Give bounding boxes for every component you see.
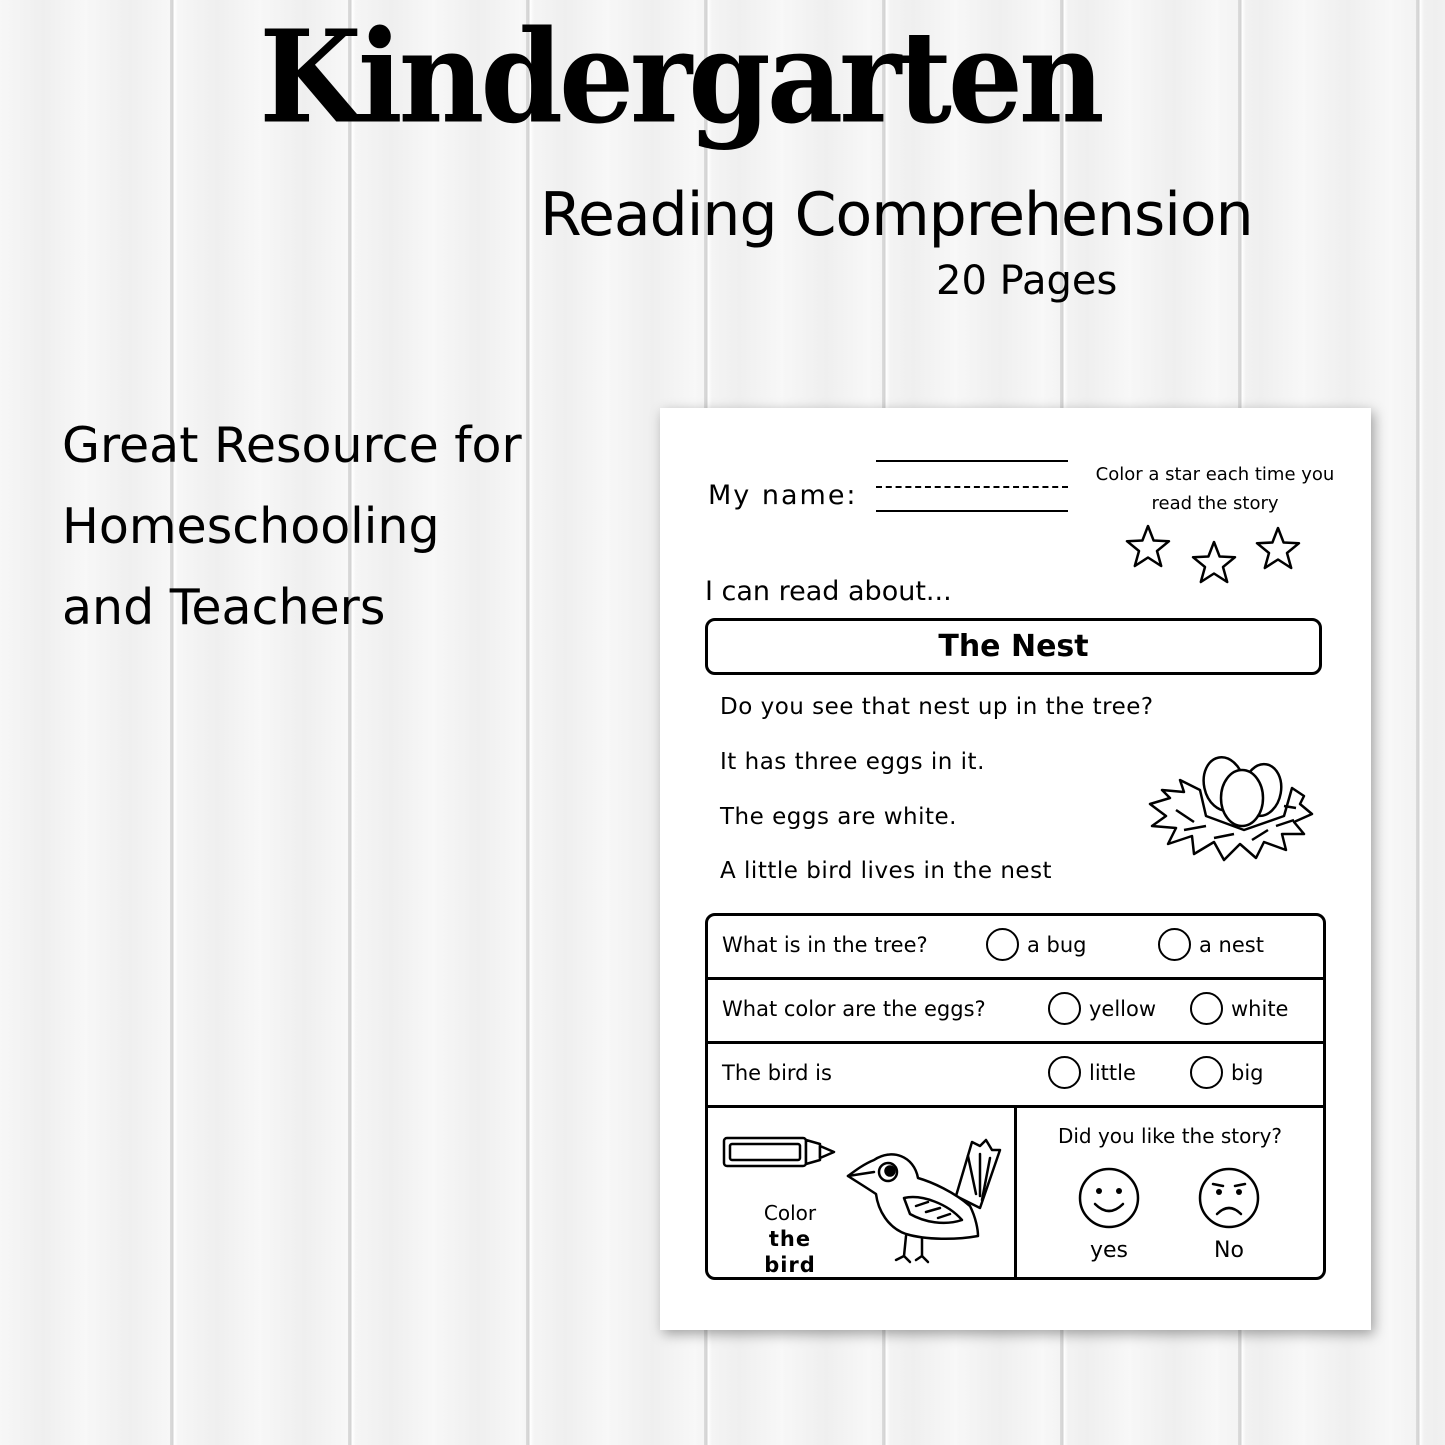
- story-title-box: [705, 618, 1322, 675]
- question-3-option-b[interactable]: [1190, 1056, 1264, 1089]
- question-row-1: [708, 916, 1323, 980]
- subtitle: Reading Comprehension: [540, 180, 1253, 250]
- main-title: Kindergarten: [259, 1, 1101, 152]
- yes-label: yes: [1089, 1238, 1129, 1263]
- smiley-face-icon[interactable]: [1077, 1166, 1141, 1230]
- tagline: [62, 405, 522, 648]
- option-label: yellow: [1089, 996, 1157, 1021]
- color-the-bird-cell: [708, 1108, 1017, 1280]
- story-line-3: The eggs are white.: [720, 804, 957, 830]
- worksheet-page: [660, 408, 1371, 1330]
- story-title: The Nest: [938, 629, 1089, 664]
- star-icon-1[interactable]: [1127, 526, 1169, 566]
- option-label: a bug: [1027, 932, 1087, 957]
- no-label: No: [1214, 1238, 1244, 1263]
- question-row-2: [708, 980, 1323, 1044]
- feedback-cell: [1017, 1108, 1323, 1280]
- like-story-question: Did you like the story?: [1057, 1124, 1283, 1148]
- question-text-1: What is in the tree?: [722, 933, 928, 957]
- read-about-heading: I can read about...: [705, 576, 952, 607]
- star-instruction: Color a star each time you read the story: [1095, 464, 1335, 514]
- star-icon-2[interactable]: [1193, 542, 1235, 582]
- story-line-4: A little bird lives in the nest: [720, 858, 1053, 884]
- star-rating: [1120, 520, 1320, 592]
- question-2-option-b[interactable]: [1190, 992, 1288, 1025]
- bird-coloring-icon[interactable]: [844, 1136, 1004, 1276]
- option-label: white: [1231, 996, 1289, 1021]
- nest-with-eggs-icon: [1144, 730, 1316, 864]
- question-text-3: The bird is: [722, 1061, 832, 1085]
- color-bird-label: [740, 1200, 840, 1278]
- tagline-line-2: Homeschooling: [62, 498, 440, 555]
- sad-face-icon[interactable]: [1197, 1166, 1261, 1230]
- radio-circle-icon[interactable]: [1190, 1056, 1223, 1089]
- story-line-1: Do you see that nest up in the tree?: [720, 694, 1154, 720]
- tagline-line-1: Great Resource for: [62, 417, 522, 474]
- star-icon-3[interactable]: [1257, 528, 1299, 568]
- story-line-2: It has three eggs in it.: [720, 749, 985, 775]
- name-label: My name:: [708, 480, 858, 511]
- name-line-bottom[interactable]: [876, 510, 1068, 512]
- name-line-top: [876, 460, 1068, 462]
- color-label-line-2: the bird: [764, 1227, 816, 1277]
- question-text-2: What color are the eggs?: [722, 997, 986, 1021]
- question-2-option-a[interactable]: [1048, 992, 1156, 1025]
- question-1-option-a[interactable]: [986, 928, 1087, 961]
- radio-circle-icon[interactable]: [1190, 992, 1223, 1025]
- question-1-option-b[interactable]: [1158, 928, 1264, 961]
- tagline-line-3: and Teachers: [62, 579, 386, 636]
- option-label: big: [1231, 1060, 1264, 1085]
- questions-table: [705, 913, 1326, 1280]
- option-label: a nest: [1199, 932, 1264, 957]
- color-label-line-1: Color: [763, 1201, 817, 1225]
- name-line-dashed: [876, 486, 1068, 488]
- radio-circle-icon[interactable]: [1048, 1056, 1081, 1089]
- radio-circle-icon[interactable]: [986, 928, 1019, 961]
- option-label: little: [1089, 1060, 1136, 1085]
- question-3-option-a[interactable]: [1048, 1056, 1136, 1089]
- radio-circle-icon[interactable]: [1048, 992, 1081, 1025]
- question-row-3: [708, 1044, 1323, 1108]
- page-count: 20 Pages: [936, 258, 1118, 304]
- crayon-icon: [720, 1128, 840, 1176]
- radio-circle-icon[interactable]: [1158, 928, 1191, 961]
